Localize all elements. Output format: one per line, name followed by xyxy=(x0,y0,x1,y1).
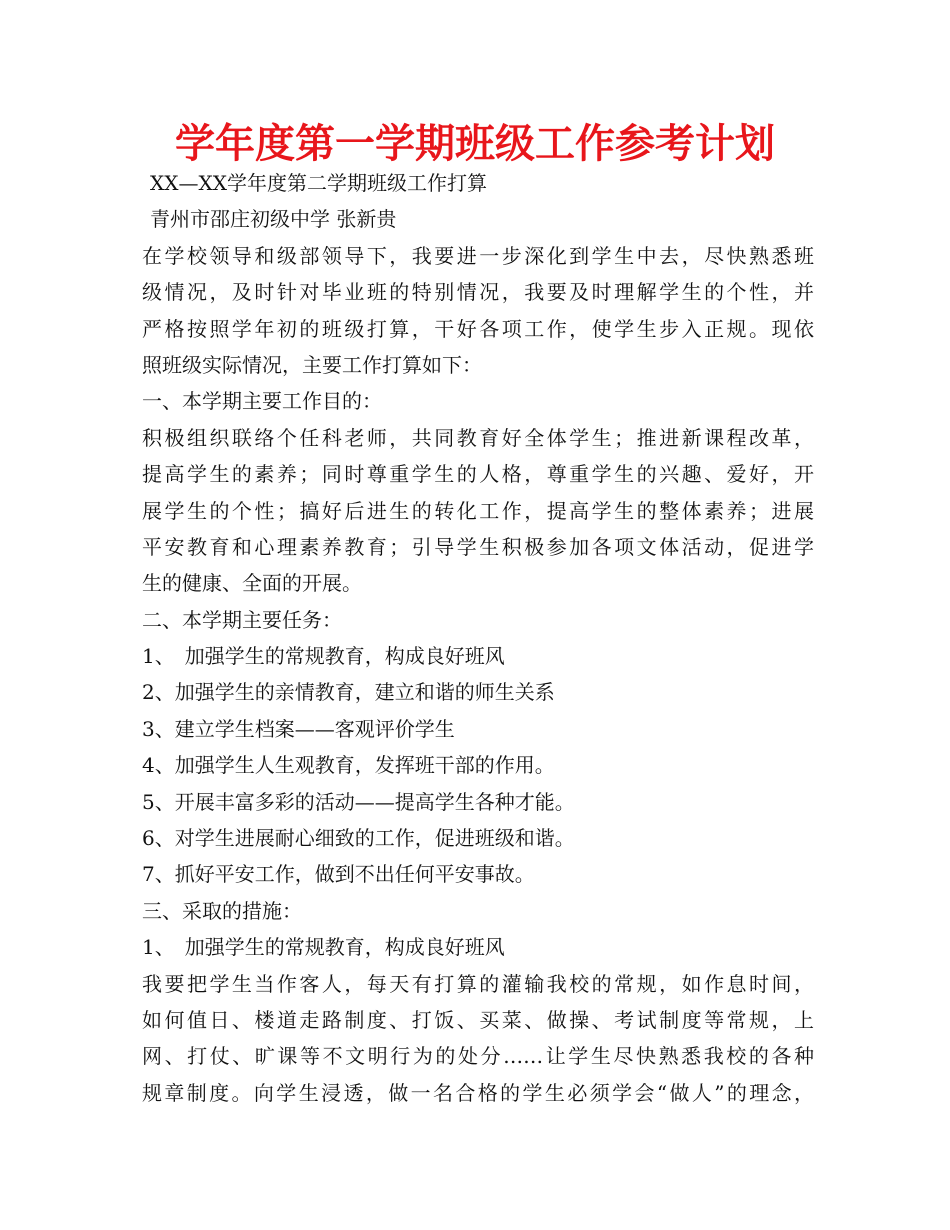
text-line: 提高学生的素养；同时尊重学生的人格，尊重学生的兴趣、爱好，开 xyxy=(142,462,814,487)
document-body xyxy=(142,165,814,1111)
text-line: 1、 加强学生的常规教育，构成良好班风 xyxy=(142,935,505,960)
text-line: 规章制度。向学生浸透，做一名合格的学生必须学会“做人”的理念， xyxy=(142,1080,814,1105)
text-line: 二、本学期主要任务： xyxy=(142,607,342,632)
text-line: 6、对学生进展耐心细致的工作，促进班级和谐。 xyxy=(142,826,575,851)
text-line: 我要把学生当作客人，每天有打算的灌输我校的常规，如作息时间， xyxy=(142,971,814,996)
text-line: 三、采取的措施： xyxy=(142,898,302,923)
text-line: 5、开展丰富多彩的活动——提高学生各种才能。 xyxy=(142,789,575,814)
text-line: 青州市邵庄初级中学 张新贵 xyxy=(150,207,397,232)
text-line: 7、抓好平安工作，做到不出任何平安事故。 xyxy=(142,862,535,887)
text-line: 1、 加强学生的常规教育，构成良好班风 xyxy=(142,644,505,669)
text-line: 平安教育和心理素养教育；引导学生积极参加各项文体活动，促进学 xyxy=(142,534,814,559)
text-line: 级情况，及时针对毕业班的特别情况，我要及时理解学生的个性，并 xyxy=(142,280,814,305)
text-line: 在学校领导和级部领导下，我要进一步深化到学生中去，尽快熟悉班 xyxy=(142,243,814,268)
text-line: 网、打仗、旷课等不文明行为的处分……让学生尽快熟悉我校的各种 xyxy=(142,1044,814,1069)
text-line: 照班级实际情况，主要工作打算如下： xyxy=(142,352,482,377)
document-title: 学年度第一学期班级工作参考计划 xyxy=(175,121,775,167)
text-line: 2、加强学生的亲情教育，建立和谐的师生关系 xyxy=(142,680,555,705)
text-line: XX—XX学年度第二学期班级工作打算 xyxy=(150,171,487,195)
text-line: 3、建立学生档案——客观评价学生 xyxy=(142,716,455,741)
text-line: 生的健康、全面的开展。 xyxy=(142,571,362,596)
text-line: 一、本学期主要工作目的： xyxy=(142,389,382,414)
text-line: 展学生的个性；搞好后进生的转化工作，提高学生的整体素养；进展 xyxy=(142,498,814,523)
text-line: 4、加强学生人生观教育，发挥班干部的作用。 xyxy=(142,753,555,778)
text-line: 积极组织联络个任科老师，共同教育好全体学生；推进新课程改革， xyxy=(142,425,814,450)
text-line: 如何值日、楼道走路制度、打饭、买菜、做操、考试制度等常规，上 xyxy=(142,1007,814,1032)
text-line: 严格按照学年初的班级打算，干好各项工作，使学生步入正规。现依 xyxy=(142,316,814,341)
